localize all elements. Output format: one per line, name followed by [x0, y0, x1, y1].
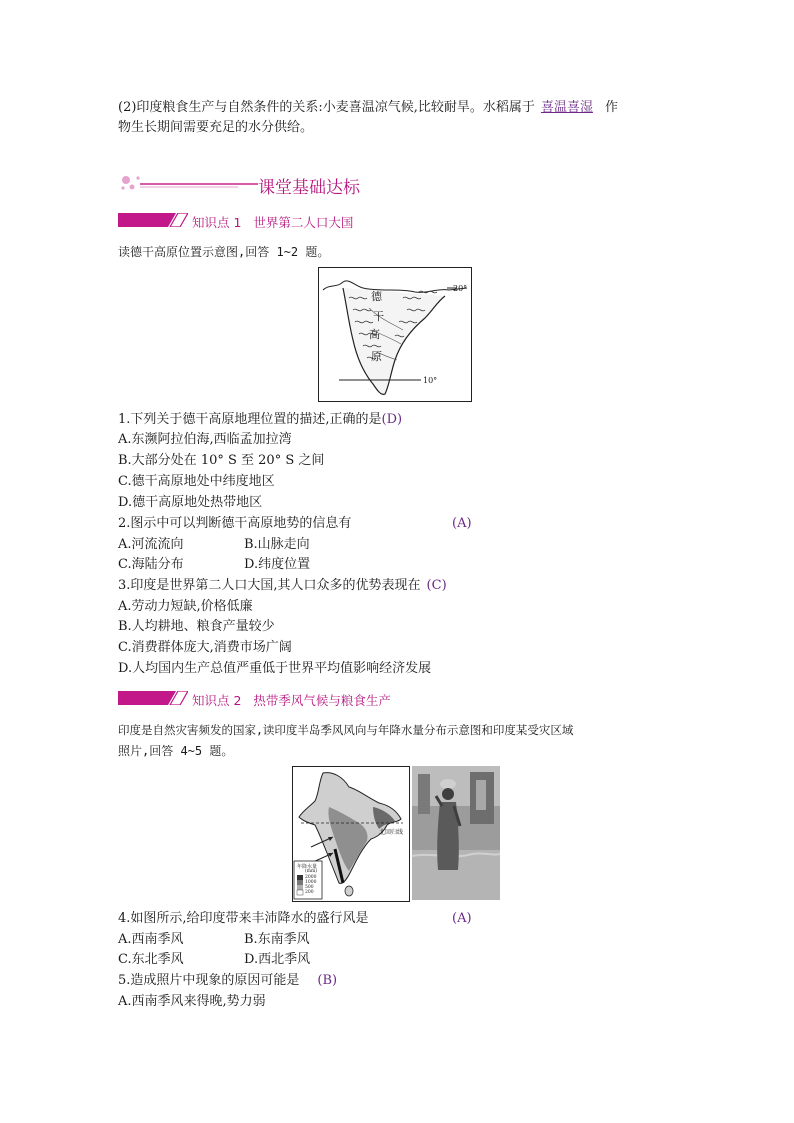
q1-stem-text: 1.下列关于德干高原地理位置的描述,正确的是: [118, 412, 382, 427]
q3-option-a: A.劳动力短缺,价格低廉: [118, 599, 253, 614]
map-label-gao: 高: [369, 328, 380, 341]
q1-stem: [118, 411, 402, 429]
q1-option-b: B.大部分处在 10° S 至 20° S 之间: [118, 453, 325, 468]
section-decoration: [118, 166, 268, 196]
deccan-map-drawing: [319, 268, 471, 401]
legend-value-1000: 1000: [305, 880, 317, 885]
legend-unit: (mm): [305, 869, 318, 874]
q4-answer: (A): [452, 911, 472, 926]
legend-value-500: 500: [305, 885, 314, 890]
legend-title: 年降水量: [297, 864, 318, 870]
intro-line-1: [118, 99, 618, 117]
flood-photo: [412, 766, 500, 900]
q5-answer: (B): [317, 973, 338, 988]
q3-stem: [118, 577, 447, 595]
kp1-heading: [192, 213, 353, 231]
q3-answer: (C): [426, 578, 447, 593]
kp1-banner-icon: [118, 213, 188, 227]
q3-option-b: B.人均耕地、粮食产量较少: [118, 619, 275, 634]
q2-option-b: B.山脉走向: [244, 537, 310, 552]
q5-stem-text: 5.造成照片中现象的原因可能是: [118, 973, 300, 988]
india-monsoon-map: [292, 766, 410, 902]
map-label-de: 德: [371, 290, 382, 303]
intro-text-tail: 作: [604, 100, 618, 115]
q4-option-d: D.西北季风: [244, 952, 311, 967]
kp1-title: 世界第二人口大国: [253, 215, 354, 230]
q1-option-c: C.德干高原地处中纬度地区: [118, 474, 275, 489]
q3-option-d: D.人均国内生产总值严重低于世界平均值影响经济发展: [118, 661, 432, 676]
q4-option-a: A.西南季风: [118, 932, 184, 947]
q1-answer: (D): [381, 412, 403, 427]
q5-stem: [118, 972, 337, 990]
tropic-of-cancer-label: 北回归线: [379, 829, 404, 836]
q4-stem: 4.如图所示,给印度带来丰沛降水的盛行风是: [118, 911, 369, 926]
flood-photo-drawing: [412, 766, 500, 900]
map-label-yuan: 原: [371, 350, 382, 363]
kp2-label: 知识点 2: [192, 693, 242, 708]
latitude-20: 20°: [453, 284, 468, 293]
q1-option-d: D.德干高原地处热带地区: [118, 495, 263, 510]
kp2-intro-line-2: 照片,回答 4~5 题。: [118, 744, 234, 758]
q3-stem-text: 3.印度是世界第二人口大国,其人口众多的优势表现在: [118, 578, 421, 593]
q2-option-d: D.纬度位置: [244, 557, 311, 572]
deccan-plateau-map: [318, 267, 472, 402]
q4-option-b: B.东南季风: [244, 932, 310, 947]
latitude-10: 10°: [423, 376, 438, 385]
q2-stem: 2.图示中可以判断德干高原地势的信息有: [118, 516, 352, 531]
kp2-heading: [192, 691, 391, 709]
map-label-gan: 干: [373, 310, 384, 323]
intro-text: (2)印度粮食生产与自然条件的关系:小麦喜温凉气候,比较耐旱。水稻属于: [118, 100, 535, 115]
q4-option-c: C.东北季风: [118, 952, 184, 967]
section-title: 课堂基础达标: [258, 178, 360, 198]
q3-option-c: C.消费群体庞大,消费市场广阔: [118, 640, 292, 655]
kp2-title: 热带季风气候与粮食生产: [253, 693, 391, 708]
kp2-banner-icon: [118, 691, 188, 705]
q5-option-a: A.西南季风来得晚,势力弱: [118, 994, 266, 1009]
legend-value-200: 200: [305, 890, 314, 895]
legend-value-2000: 2000: [305, 875, 317, 880]
q2-answer: (A): [452, 516, 472, 531]
fill-blank-answer: 喜温喜湿: [540, 100, 593, 115]
q2-option-a: A.河流流向: [118, 537, 184, 552]
q2-option-c: C.海陆分布: [118, 557, 184, 572]
q1-option-a: A.东濒阿拉伯海,西临孟加拉湾: [118, 432, 292, 447]
kp1-label: 知识点 1: [192, 215, 242, 230]
kp2-intro-line-1: 印度是自然灾害频发的国家,读印度半岛季风风向与年降水量分布示意图和印度某受灾区域: [118, 723, 574, 737]
intro-line-2: 物生长期间需要充足的水分供给。: [118, 120, 314, 135]
kp1-intro: 读德干高原位置示意图,回答 1~2 题。: [118, 245, 330, 259]
section-dots-icon: [118, 166, 268, 196]
